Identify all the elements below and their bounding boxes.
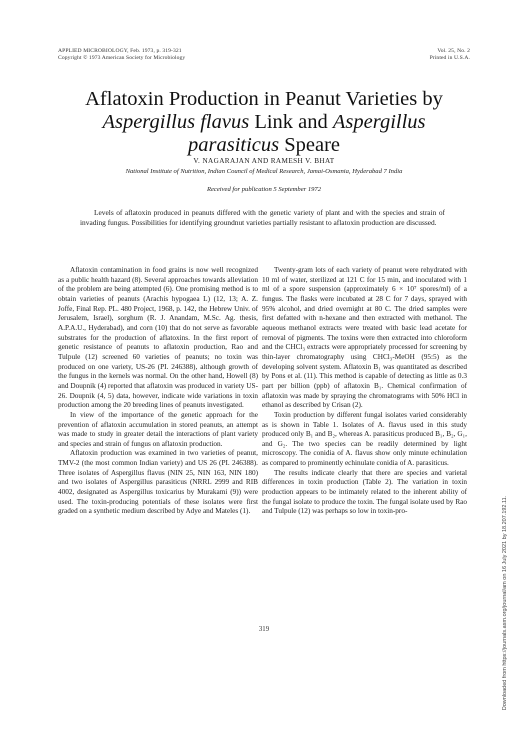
page-number: 319	[258, 626, 270, 633]
title-genus-2: Aspergillus	[332, 111, 426, 133]
left-column	[58, 266, 258, 517]
title-author: Speare	[279, 134, 341, 156]
right-column	[262, 266, 467, 517]
title-species-2: parasiticus	[187, 134, 280, 156]
affiliation: National Institute of Nutrition, Indian Council of Medical Research, Jamai-Osmania, Hyderabad 7 India	[125, 168, 403, 175]
volume-info	[388, 48, 470, 62]
volume-line: Vol. 25, No. 2	[437, 48, 470, 54]
paragraph: Twenty-gram lots of each variety of peanut were rehydrated with 10 ml of water, sterilized at 121 C for 15 min, and inoculated with 1 ml of a spore suspension (approximately 6 × 10⁷ spores/ml) of a fungus. The flasks were incubated at 28 C for 7 days, sprayed with 95% alcohol, and dried overnight at 80 C. The dried samples were first defatted with n-hexane and then extracted with methanol. The aqueous methanol extracts were treated with basic lead acetate for removal of pigments. The toxins were then extracted into chloroform and the CHCl₃ extracts were appropriately processed for screening by thin-layer chromatography using CHCl₃-MeOH (95:5) as the developing solvent system. Aflatoxin B₁ was quantitated as described by Pons et al. (11). This method is capable of detecting as little as 0.3 part per billion (ppb) of aflatoxin B₁. Chemical confirmation of aflatoxin was made by spraying the chromatograms with 50% HCl in ethanol as described by Crisan (2).	[262, 266, 467, 410]
received-date: Received for publication 5 September 1972	[206, 186, 322, 193]
paragraph: In view of the importance of the genetic approach for the prevention of aflatoxin accumulation in stored peanuts, an attempt was made to study in greater detail the interactions of plant variety and species and strain of fungus on aflatoxin production.	[58, 410, 258, 448]
title-species-1: Aspergillus flavus	[102, 111, 250, 133]
abstract: Levels of aflatoxin produced in peanuts differed with the genetic variety of plant and with the species and strain of invading fungus. Possibilities for identifying groundnut varieties partially resistant to aflatoxin production are discussed.	[80, 208, 445, 227]
paragraph: The results indicate clearly that there are species and varietal differences in toxin production (Table 2). The variation in toxin production appears to be intimately related to the inherent ability of the fungal isolate to produce the toxin. The fungal isolate used by Rao and Tulpule (12) was perhaps so low in toxin-pro-	[262, 468, 467, 516]
paragraph: Aflatoxin contamination in food grains is now well recognized as a public health hazard (8). Several approaches towards alleviation of the problem are being attempted (6). One promising method is to obtain varieties of peanuts (Arachis hypogaea L) (12, 13; A. Z. Joffe, Final Rep. PL. 480 Project, 1968, p. 142, the Hebrew Univ. of Jerusalem, Israel), sorghum (R. J. Anandam, M.Sc. Ag. thesis, A.P.A.U., Hyderabad), and corn (10) that do not serve as favorable substrates for the production of aflatoxins. In the first report of genetic resistance of peanuts to aflatoxin production, Rao and Tulpule (12) screened 60 varieties of peanuts; no toxin was produced on one variety, US-26 (PI. 246388), although growth of the fungus in the kernels was normal. On the other hand, Howell (8) and Doupnik (4) reported that aflatoxin was produced in variety US-26. Doupnik (4, 5) data, however, indicate wide variations in toxin production among the 20 breeding lines of peanuts investigated.	[58, 266, 258, 410]
paragraph: Aflatoxin production was examined in two varieties of peanut, TMV-2 (the most common Indian variety) and US 26 (PI. 246388). Three isolates of Aspergillus flavus (NIN 25, NIN 163, NIN 180) and two isolates of Aspergillus parasiticus (NRRL 2999 and RIB 4002, designated as Aspergillus toxicarius by Murakami (9)) were used. The toxin-producing potentials of these isolates were first graded on a synthetic medium described by Adye and Mateles (1).	[58, 449, 258, 516]
title-link: Link and	[249, 111, 333, 133]
citation-line-2: Copyright © 1973 American Society for Microbiology	[58, 55, 186, 61]
article-title	[40, 88, 488, 157]
citation-line-1: APPLIED MICROBIOLOGY, Feb. 1973, p. 319-321	[58, 48, 182, 54]
paragraph: Toxin production by different fungal isolates varied considerably as is shown in Table 1. Isolates of A. flavus used in this study produced only B₁ and B₂, whereas A. parasiticus produced B₁, B₂, G₁, and G₂. The two species can be readily determined by light microscopy. The conidia of A. flavus show only minute echinulation as compared to prominently echinulate conidia of A. parasiticus.	[262, 410, 467, 468]
title-part-1: Aflatoxin Production in Peanut Varieties by	[85, 88, 443, 110]
download-watermark	[500, 462, 510, 744]
journal-citation	[58, 48, 185, 62]
printed-line: Printed in U.S.A.	[429, 55, 470, 61]
authors: V. NAGARAJAN AND RAMESH V. BHAT	[193, 157, 335, 165]
download-note: Downloaded from https://journals.asm.org/journal/am on 16 July 2021 by 18.207.192.11.	[502, 495, 508, 711]
